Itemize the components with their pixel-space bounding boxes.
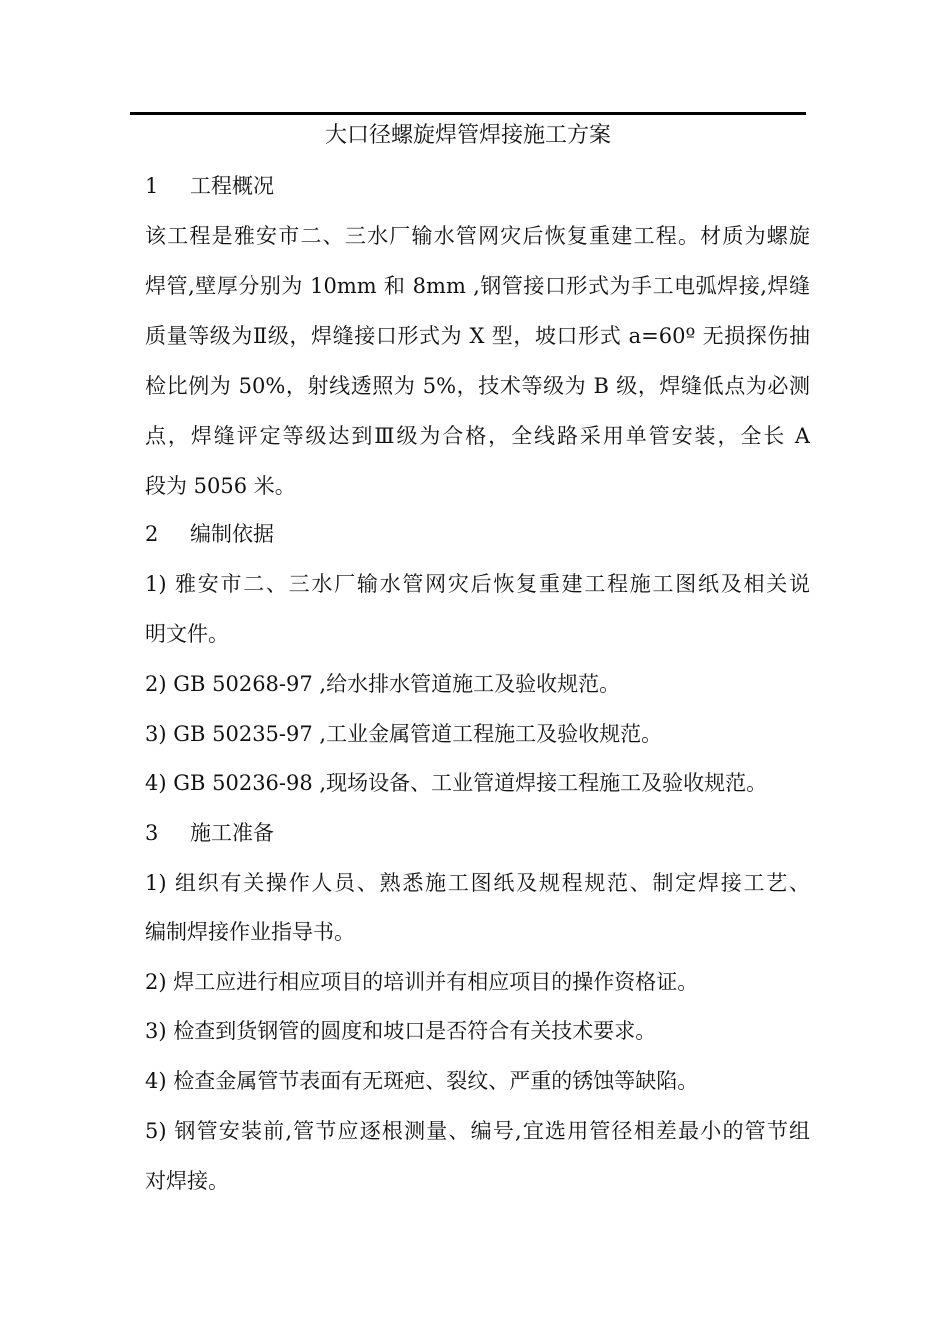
list-item-line: 3) 检查到货钢管的圆度和坡口是否符合有关技术要求。 xyxy=(145,1019,657,1043)
document-title: 大口径螺旋焊管焊接施工方案 xyxy=(324,123,611,148)
section-title: 施工准备 xyxy=(190,821,274,845)
paragraph-line: 检比例为 50%，射线透照为 5%，技术等级为 B 级，焊缝低点为必测 xyxy=(145,374,810,398)
section-number: 1 xyxy=(145,174,159,198)
paragraph-line: 段为 5056 米。 xyxy=(145,474,296,498)
list-item-line: 1) 组织有关操作人员、熟悉施工图纸及规程规范、制定焊接工艺、 xyxy=(145,871,810,895)
section-heading-3 xyxy=(145,815,810,851)
list-item-line: 1) 雅安市二、三水厂输水管网灾后恢复重建工程施工图纸及相关说 xyxy=(145,572,810,596)
list-item-line: 3) GB 50235-97 ,工业金属管道工程施工及验收规范。 xyxy=(145,722,663,746)
list-item-line: 2) 焊工应进行相应项目的培训并有相应项目的操作资格证。 xyxy=(145,970,699,994)
list-item-line: 5) 钢管安装前,管节应逐根测量、编号,宜选用管径相差最小的管节组 xyxy=(145,1119,810,1143)
section-heading-2 xyxy=(145,516,810,552)
section-title: 工程概况 xyxy=(190,174,274,198)
section-number: 3 xyxy=(145,821,159,845)
paragraph-line: 质量等级为Ⅱ级，焊缝接口形式为 X 型，坡口形式 a=60º 无损探伤抽 xyxy=(145,324,810,348)
list-item-line: 对焊接。 xyxy=(145,1169,229,1193)
list-item-line: 4) 检查金属管节表面有无斑疤、裂纹、严重的锈蚀等缺陷。 xyxy=(145,1069,699,1093)
section-heading-1 xyxy=(145,168,810,204)
list-item-line: 4) GB 50236-98 ,现场设备、工业管道焊接工程施工及验收规范。 xyxy=(145,771,768,795)
section-number: 2 xyxy=(145,522,159,546)
header-rule xyxy=(130,112,806,115)
section-title: 编制依据 xyxy=(190,522,274,546)
list-item-line: 2) GB 50268-97 ,给水排水管道施工及验收规范。 xyxy=(145,672,621,696)
paragraph-line: 该工程是雅安市二、三水厂输水管网灾后恢复重建工程。材质为螺旋 xyxy=(145,224,810,248)
list-item-line: 明文件。 xyxy=(145,622,229,646)
paragraph-line: 焊管,壁厚分别为 10mm 和 8mm ,钢管接口形式为手工电弧焊接,焊缝 xyxy=(145,274,810,298)
list-item-line: 编制焊接作业指导书。 xyxy=(145,920,355,944)
paragraph-line: 点，焊缝评定等级达到Ⅲ级为合格，全线路采用单管安装，全长 A xyxy=(145,424,810,448)
